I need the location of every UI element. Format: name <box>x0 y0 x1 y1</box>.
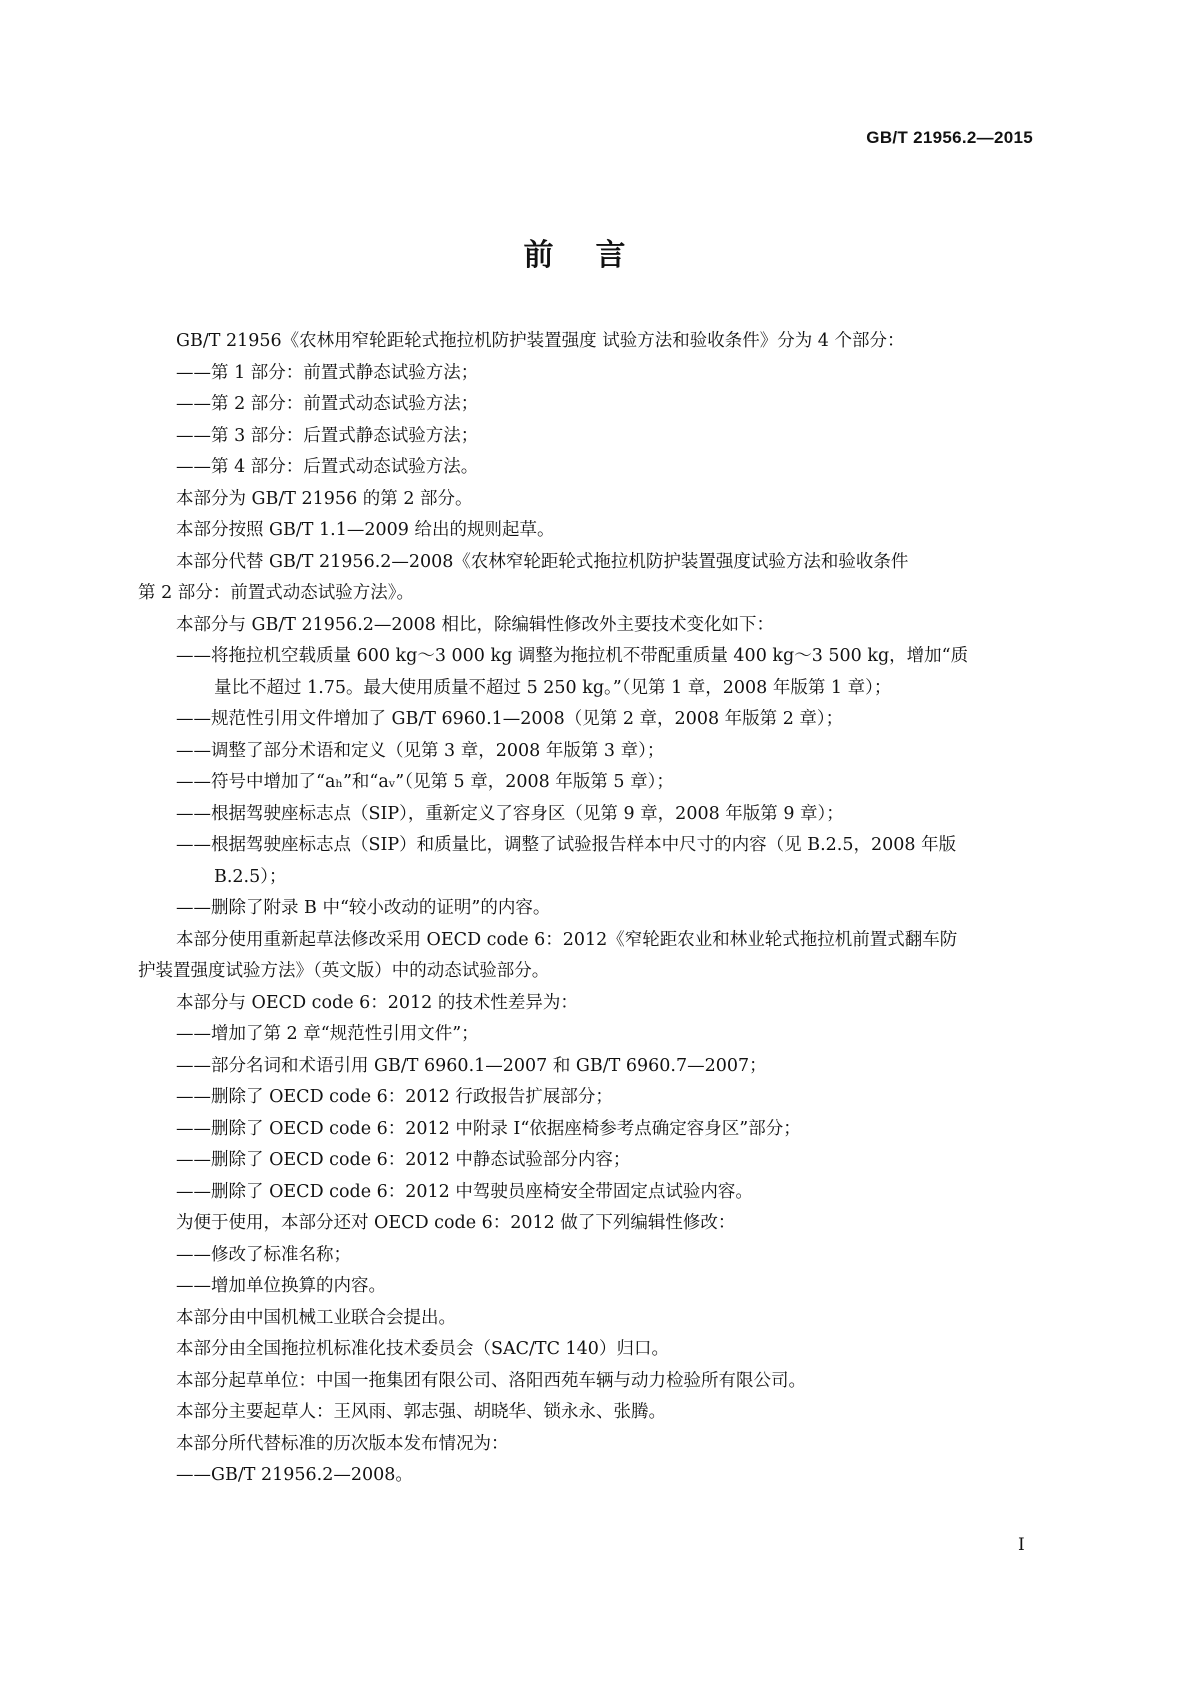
list-item: ——GB/T 21956.2—2008。 <box>176 1465 413 1485</box>
list-item-continuation: B.2.5）； <box>214 866 287 887</box>
paragraph: 本部分由中国机械工业联合会提出。 <box>176 1307 456 1328</box>
list-item: ——规范性引用文件增加了 GB/T 6960.1—2008（见第 2 章，2008 年版第 2 章）； <box>176 709 844 729</box>
list-item-continuation: 量比不超过 1.75。最大使用质量不超过 5 250 kg。”（见第 1 章，2008 年版第 1 章）； <box>214 677 892 698</box>
paragraph: 本部分为 GB/T 21956 的第 2 部分。 <box>176 488 473 509</box>
list-item: ——删除了 OECD code 6：2012 中静态试验部分内容； <box>176 1150 631 1170</box>
paragraph: 本部分所代替标准的历次版本发布情况为： <box>176 1433 509 1454</box>
paragraph: 为便于使用，本部分还对 OECD code 6：2012 做了下列编辑性修改： <box>176 1213 736 1233</box>
paragraph: 本部分起草单位：中国一拖集团有限公司、洛阳西苑车辆与动力检验所有限公司。 <box>176 1370 806 1391</box>
list-item: ——调整了部分术语和定义（见第 3 章，2008 年版第 3 章）； <box>176 740 665 761</box>
list-item: ——删除了附录 B 中“较小改动的证明”的内容。 <box>176 898 551 918</box>
paragraph: 本部分与 GB/T 21956.2—2008 相比，除编辑性修改外主要技术变化如下： <box>176 614 774 635</box>
paragraph: GB/T 21956《农林用窄轮距轮式拖拉机防护装置强度 试验方法和验收条件》分为 4 个部分： <box>176 331 905 351</box>
list-item: ——符号中增加了“aₕ”和“aᵥ”（见第 5 章，2008 年版第 5 章）； <box>176 772 674 792</box>
list-item: ——第 2 部分：前置式动态试验方法； <box>176 394 479 414</box>
list-item: ——删除了 OECD code 6：2012 行政报告扩展部分； <box>176 1087 613 1107</box>
paragraph-continuation: 第 2 部分：前置式动态试验方法》。 <box>138 583 415 603</box>
list-item: ——部分名词和术语引用 GB/T 6960.1—2007 和 GB/T 6960.7—2007； <box>176 1055 767 1076</box>
standard-number: GB/T 21956.2—2015 <box>866 128 1033 147</box>
list-item: ——第 4 部分：后置式动态试验方法。 <box>176 457 479 477</box>
paragraph: 本部分按照 GB/T 1.1—2009 给出的规则起草。 <box>176 520 555 540</box>
paragraph: 本部分主要起草人：王风雨、郭志强、胡晓华、锁永永、张腾。 <box>176 1402 666 1422</box>
paragraph: 本部分与 OECD code 6：2012 的技术性差异为： <box>176 992 578 1013</box>
list-item: ——修改了标准名称； <box>176 1244 351 1265</box>
body-text <box>138 326 1058 1492</box>
list-item: ——增加了第 2 章“规范性引用文件”； <box>176 1024 479 1044</box>
paragraph: 本部分使用重新起草法修改采用 OECD code 6：2012《窄轮距农业和林业轮式拖拉机前置式翻车防 <box>176 929 958 950</box>
paragraph-continuation: 护装置强度试验方法》（英文版）中的动态试验部分。 <box>138 961 550 981</box>
list-item: ——第 3 部分：后置式静态试验方法； <box>176 425 479 446</box>
paragraph: 本部分代替 GB/T 21956.2—2008《农林窄轮距轮式拖拉机防护装置强度试验方法和验收条件 <box>176 551 909 572</box>
paragraph: 本部分由全国拖拉机标准化技术委员会（SAC/TC 140）归口。 <box>176 1339 669 1359</box>
list-item: ——根据驾驶座标志点（SIP）和质量比，调整了试验报告样本中尺寸的内容（见 B.2.5，2008 年版 <box>176 835 957 855</box>
page-number: I <box>1018 1535 1025 1555</box>
page-title: 前言 <box>523 238 668 273</box>
list-item: ——将拖拉机空载质量 600 kg～3 000 kg 调整为拖拉机不带配重质量 400 kg～3 500 kg，增加“质 <box>176 646 969 666</box>
list-item: ——删除了 OECD code 6：2012 中驾驶员座椅安全带固定点试验内容。 <box>176 1181 753 1202</box>
list-item: ——根据驾驶座标志点（SIP），重新定义了容身区（见第 9 章，2008 年版第 9 章）； <box>176 803 844 824</box>
list-item: ——第 1 部分：前置式静态试验方法； <box>176 362 479 383</box>
list-item: ——删除了 OECD code 6：2012 中附录 I“依据座椅参考点确定容身区”部分； <box>176 1118 801 1139</box>
list-item: ——增加单位换算的内容。 <box>176 1276 386 1296</box>
